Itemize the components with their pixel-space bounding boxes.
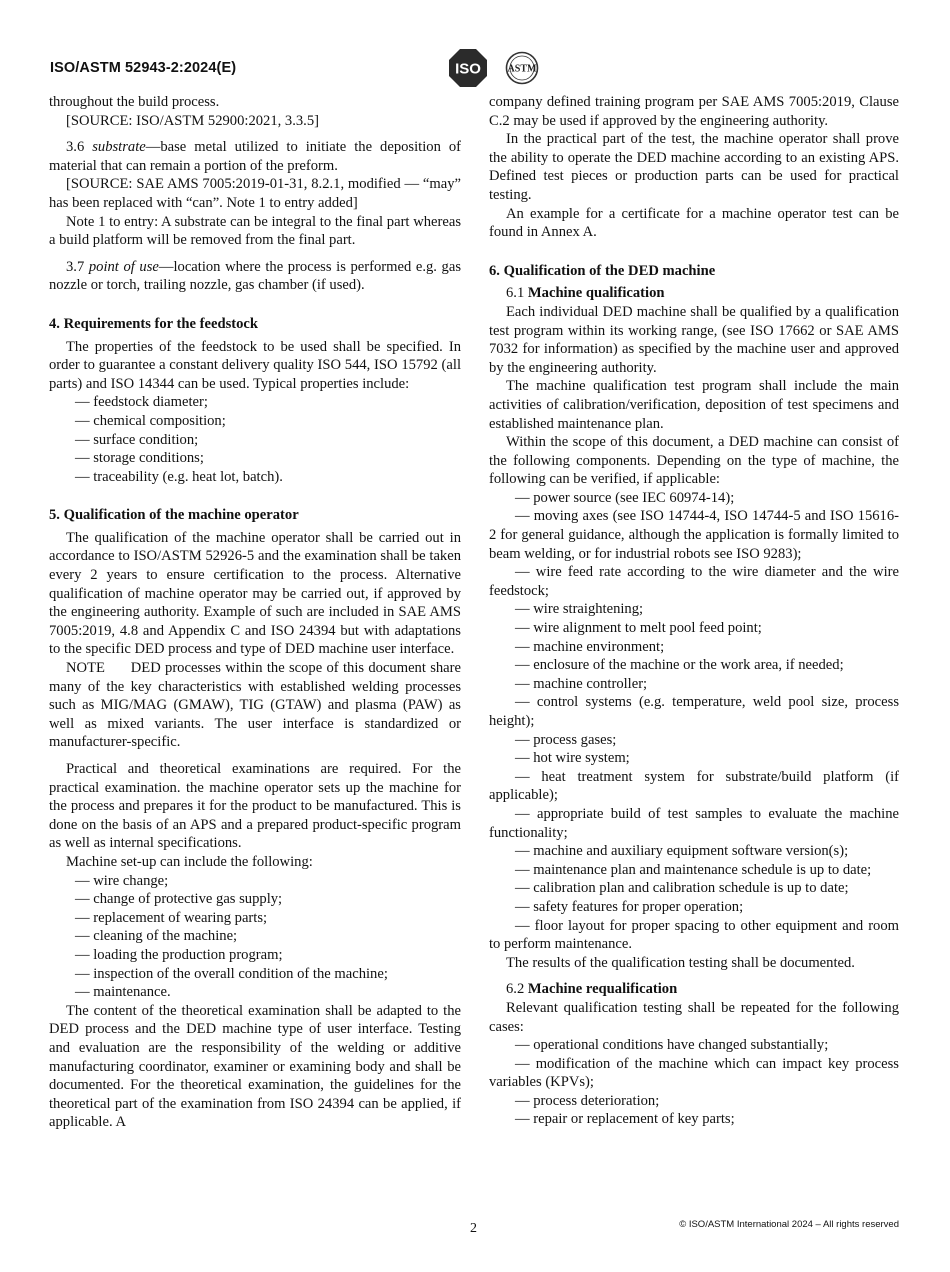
- right-column: [489, 93, 899, 1129]
- term: substrate: [92, 139, 146, 156]
- list-item: — control systems (e.g. temperature, weld pool size, process height);: [489, 693, 899, 730]
- paragraph: The results of the qualification testing shall be documented.: [506, 954, 855, 971]
- term-definition-3-6: 3.6 substrate—base metal utilized to initiate the deposition of material that can remain a portion of the preform.: [49, 139, 462, 174]
- list-item: — chemical composition;: [75, 412, 461, 431]
- list-item: — change of protective gas supply;: [75, 890, 461, 909]
- list-item: — repair or replacement of key parts;: [489, 1110, 899, 1129]
- list-item: — machine environment;: [489, 638, 899, 657]
- term: point of use: [88, 258, 159, 275]
- iso-logo-text: ISO: [455, 60, 481, 78]
- list-item: — surface condition;: [75, 431, 461, 450]
- list-item: — safety features for proper operation;: [489, 898, 899, 917]
- subsection-heading-6-1: 6.1 Machine qualification: [506, 285, 665, 302]
- list-item: — inspection of the overall condition of the machine;: [75, 965, 461, 984]
- list-item: — process deterioration;: [489, 1092, 899, 1111]
- paragraph: An example for a certificate for a machine operator test can be found in Annex A.: [489, 205, 899, 241]
- list-item: — loading the production program;: [75, 946, 461, 965]
- astm-logo-text: ASTM: [507, 63, 537, 75]
- list-item: — maintenance.: [75, 983, 461, 1002]
- list-item: — wire alignment to melt pool feed point;: [489, 619, 899, 638]
- note: NOTE DED processes within the scope of this document share many of the key characteristics with established welding processes such as MIG/MAG (GMAW), TIG (GTAW) and plasma (PAW) as well as mixed variants. The user interface is standardized or manufacturer-specific.: [49, 660, 461, 751]
- list-item: — traceability (e.g. heat lot, batch).: [75, 468, 461, 487]
- section-heading-4: 4. Requirements for the feedstock: [49, 315, 259, 332]
- copyright-notice: © ISO/ASTM International 2024 – All rights reserved: [679, 1219, 899, 1230]
- list-item: — maintenance plan and maintenance schedule is up to date;: [489, 861, 899, 880]
- list-item: — wire change;: [75, 872, 461, 891]
- list-item: — machine and auxiliary equipment software version(s);: [489, 842, 899, 861]
- list-item: — modification of the machine which can impact key process variables (KPVs);: [489, 1055, 899, 1092]
- list-item: — floor layout for proper spacing to other equipment and room to perform maintenance.: [489, 917, 899, 954]
- paragraph: Within the scope of this document, a DED machine can consist of the following components. Depending on the type of machine, the following can be verified, if applicable:: [489, 434, 899, 488]
- paragraph: The content of the theoretical examination shall be adapted to the DED process and the DED machine type of user interface. Testing and evaluation are the responsibility of the welding or additive manufacturing coordinator, examiner or examining body and shall be documented. For the theoretical examination, the guidelines for the theoretical part of the examination from ISO 24394 can be applied, if applicable. A: [49, 1002, 461, 1131]
- left-column: [49, 93, 461, 1132]
- list-item: — hot wire system;: [489, 749, 899, 768]
- astm-logo: [503, 51, 541, 85]
- document-id-header: ISO/ASTM 52943-2:2024(E): [50, 60, 237, 76]
- machine-components-list: [489, 489, 899, 954]
- section-heading-5: 5. Qualification of the machine operator: [49, 507, 299, 524]
- requalification-cases-list: [489, 1036, 899, 1129]
- paragraph: In the practical part of the test, the machine operator shall prove the ability to operate the DED machine according to an existing APS. Defined test pieces or production parts can be used for practical testing.: [489, 131, 899, 203]
- term-definition-3-7: 3.7 point of use—location where the process is performed e.g. gas nozzle or torch, trailing nozzle, gas chamber (if used).: [49, 258, 461, 294]
- source-note: [SOURCE: ISO/ASTM 52900:2021, 3.3.5]: [66, 112, 319, 129]
- list-item: — feedstock diameter;: [75, 393, 461, 412]
- paragraph: Practical and theoretical examinations are required. For the practical examination. the machine operator sets up the machine for the process and prepares it for the product to be manufactured. This is done on the basis of an APS and a prepared product-specific program as well as internal specifications.: [49, 761, 461, 852]
- list-item: — enclosure of the machine or the work area, if needed;: [489, 656, 899, 675]
- list-item: — wire feed rate according to the wire diameter and the wire feedstock;: [489, 563, 899, 600]
- list-item: — moving axes (see ISO 14744-4, ISO 14744-5 and ISO 15616-2 for general guidance, although the application is formally limited to beam welding, or for industrial robots see ISO 9283);: [489, 507, 899, 563]
- list-item: — machine controller;: [489, 675, 899, 694]
- paragraph: The qualification of the machine operator shall be carried out in accordance to ISO/ASTM 52926-5 and the examination shall be taken every 2 years to ensure certification to the process. Alternative qualification of machine operator may be carried out, if approved by the engineering authority. Example of such are included in SAE AMS 7005:2019, 4.8 and Appendix C and ISO 24394 but with adaptations to the specific DED process and type of DED machine user interface.: [49, 529, 461, 658]
- machine-setup-list: [49, 872, 461, 1002]
- list-item: — power source (see IEC 60974-14);: [489, 489, 899, 508]
- page-number: 2: [470, 1221, 477, 1236]
- list-item: — process gases;: [489, 731, 899, 750]
- iso-logo: [448, 48, 488, 88]
- list-item: — operational conditions have changed substantially;: [489, 1036, 899, 1055]
- subsection-heading-6-2: 6.2 Machine requalification: [506, 981, 678, 998]
- paragraph: Relevant qualification testing shall be repeated for the following cases:: [489, 999, 899, 1035]
- list-item: — heat treatment system for substrate/build platform (if applicable);: [489, 768, 899, 805]
- paragraph: Machine set-up can include the following:: [66, 853, 313, 870]
- list-item: — appropriate build of test samples to evaluate the machine functionality;: [489, 805, 899, 842]
- paragraph: The properties of the feedstock to be used shall be specified. In order to guarantee a constant delivery quality ISO 544, ISO 15792 (all parts) and ISO 14344 can be used. Typical properties include:: [49, 338, 461, 392]
- source-note: [SOURCE: SAE AMS 7005:2019-01-31, 8.2.1, modified — “may” has been replaced with “can”. Note 1 to entry added]: [49, 176, 461, 211]
- paragraph: company defined training program per SAE AMS 7005:2019, Clause C.2 may be used if approved by the engineering authority.: [489, 94, 899, 129]
- paragraph: The machine qualification test program shall include the main activities of calibration/verification, deposition of test specimens and established maintenance plan.: [489, 378, 899, 432]
- note-to-entry: Note 1 to entry: A substrate can be integral to the final part whereas a build platform will be removed from the final part.: [49, 213, 461, 249]
- list-item: — storage conditions;: [75, 449, 461, 468]
- section-heading-6: 6. Qualification of the DED machine: [489, 262, 716, 279]
- list-item: — cleaning of the machine;: [75, 927, 461, 946]
- paragraph: throughout the build process.: [49, 94, 220, 110]
- paragraph: Each individual DED machine shall be qualified by a qualification test program within its working range, (see ISO 17662 or SAE AMS 7032 for information) as specified by the machine user and approved by the engineering authority.: [489, 303, 899, 376]
- list-item: — wire straightening;: [489, 600, 899, 619]
- list-item: — replacement of wearing parts;: [75, 909, 461, 928]
- feedstock-properties-list: [49, 393, 461, 486]
- list-item: — calibration plan and calibration schedule is up to date;: [489, 879, 899, 898]
